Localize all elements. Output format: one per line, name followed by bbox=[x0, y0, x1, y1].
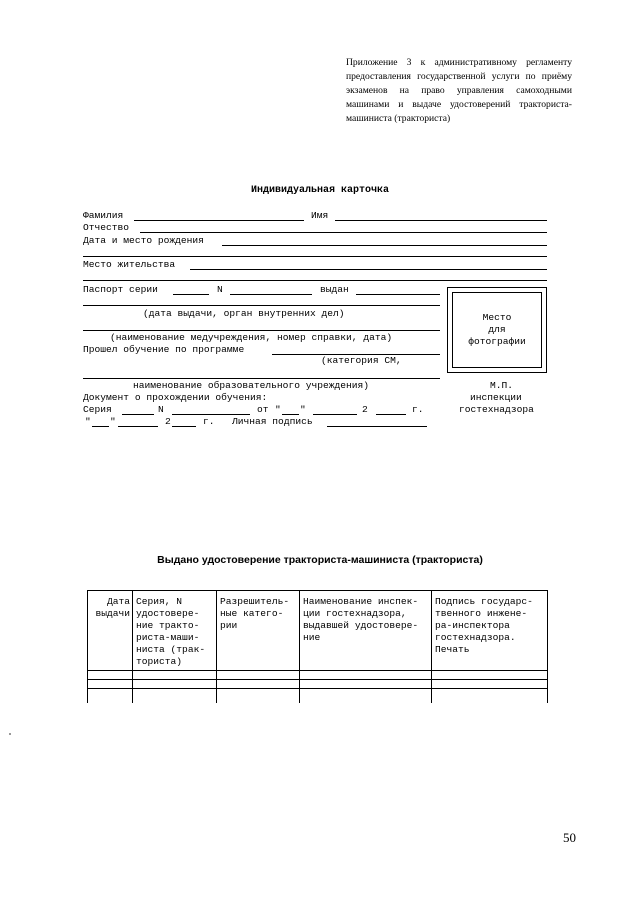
residence-label: Место жительства bbox=[83, 259, 176, 270]
sig-day-line bbox=[92, 426, 109, 427]
table-row bbox=[88, 689, 548, 704]
issued-by-line-2 bbox=[83, 305, 440, 306]
issued-by-label: выдан bbox=[320, 284, 349, 295]
header-text: риста-маши- bbox=[136, 632, 200, 643]
card-title: Индивидуальная карточка bbox=[250, 185, 390, 196]
passport-label: Паспорт серии bbox=[83, 284, 158, 295]
name-label: Имя bbox=[311, 210, 329, 221]
table-cell bbox=[432, 689, 548, 704]
header-text: ние bbox=[303, 632, 321, 643]
table-cell bbox=[217, 680, 300, 689]
header-text: твенного инжене- bbox=[435, 608, 528, 619]
table-cell bbox=[432, 680, 548, 689]
table-cell bbox=[217, 671, 300, 680]
header-text: Печать bbox=[435, 644, 470, 655]
table-cell bbox=[432, 671, 548, 680]
appendix-note: Приложение 3 к административному регламенту предоставления государственной услуги по приёму экзаменов на право управления самоходными машинами и выдаче удостоверений тракториста-машиниста (тракториста) bbox=[346, 57, 572, 124]
doc-day-line bbox=[282, 414, 299, 415]
doc-year-line bbox=[376, 414, 406, 415]
page-number: 50 bbox=[563, 830, 576, 845]
doc-number-line bbox=[172, 414, 250, 415]
doc-series-line bbox=[122, 414, 154, 415]
issue-table bbox=[87, 590, 548, 703]
table-cell bbox=[217, 689, 300, 704]
header-text: Подпись государс- bbox=[435, 596, 533, 607]
header-text: рии bbox=[220, 620, 238, 631]
birth-label: Дата и место рождения bbox=[83, 235, 204, 246]
patronymic-line bbox=[140, 232, 547, 233]
sig-close-quote: " bbox=[110, 416, 116, 427]
doc-series-label: Серия bbox=[83, 404, 112, 415]
signature-label: Личная подпись bbox=[232, 416, 313, 427]
header-text: ные катего- bbox=[220, 608, 284, 619]
doc-close-quote: " bbox=[300, 404, 306, 415]
doc-month-line bbox=[313, 414, 357, 415]
passport-number-label: N bbox=[217, 284, 223, 295]
table-cell bbox=[300, 671, 432, 680]
photo-placeholder bbox=[452, 292, 542, 368]
signature-line bbox=[327, 426, 427, 427]
doc-from-label: от bbox=[257, 404, 269, 415]
column-header-categories bbox=[217, 591, 300, 671]
school-line bbox=[83, 378, 440, 379]
passport-number-line bbox=[230, 294, 312, 295]
doc-number-label: N bbox=[158, 404, 164, 415]
sig-year-line bbox=[172, 426, 196, 427]
medical-line bbox=[83, 330, 440, 331]
issued-by-line bbox=[356, 294, 440, 295]
header-text: ра-инспектора bbox=[435, 620, 510, 631]
stamp-line-3: гостехнадзора bbox=[459, 404, 534, 415]
scan-speck bbox=[9, 733, 11, 735]
name-line bbox=[335, 220, 547, 221]
stamp-line-2: инспекции bbox=[470, 392, 522, 403]
table-header-row bbox=[88, 591, 548, 671]
category-caption: (категория СМ, bbox=[321, 355, 402, 366]
residence-line-2 bbox=[83, 280, 547, 281]
header-text: ториста) bbox=[136, 656, 183, 667]
doc-label: Документ о прохождении обучения: bbox=[83, 392, 268, 403]
patronymic-label: Отчество bbox=[83, 222, 130, 233]
table-row bbox=[88, 671, 548, 680]
sig-month-line bbox=[118, 426, 158, 427]
sig-year-prefix: 2 bbox=[165, 416, 171, 427]
table-row bbox=[88, 680, 548, 689]
header-text: ниста (трак- bbox=[136, 644, 206, 655]
surname-label: Фамилия bbox=[83, 210, 124, 221]
table-cell bbox=[133, 680, 217, 689]
table-cell bbox=[133, 671, 217, 680]
school-caption: наименование образовательного учреждения) bbox=[133, 380, 370, 391]
table-cell bbox=[300, 689, 432, 704]
column-header-series bbox=[133, 591, 217, 671]
table-cell bbox=[133, 689, 217, 704]
column-header-date bbox=[88, 591, 133, 671]
residence-line bbox=[190, 269, 547, 270]
stamp-line-1: М.П. bbox=[490, 380, 514, 391]
photo-line-3: фотографии bbox=[468, 336, 526, 347]
header-text: Дата bbox=[106, 596, 130, 607]
training-label: Прошел обучение по программе bbox=[83, 344, 245, 355]
header-text: удостовере- bbox=[136, 608, 200, 619]
photo-line-1: Место bbox=[482, 312, 512, 323]
sig-open-quote: " bbox=[85, 416, 91, 427]
column-header-signature bbox=[432, 591, 548, 671]
header-text: ции гостехнадзора, bbox=[303, 608, 407, 619]
surname-line bbox=[134, 220, 304, 221]
sig-year-suffix: г. bbox=[203, 416, 215, 427]
table-cell bbox=[88, 680, 133, 689]
photo-box bbox=[447, 287, 547, 373]
header-text: выдачи bbox=[95, 608, 130, 619]
birth-line-2 bbox=[83, 256, 547, 257]
table-cell bbox=[88, 671, 133, 680]
doc-open-quote: " bbox=[275, 404, 281, 415]
table-cell bbox=[300, 680, 432, 689]
header-text: выдавшей удостовере- bbox=[303, 620, 419, 631]
header-text: Разрешитель- bbox=[220, 596, 290, 607]
column-header-inspection bbox=[300, 591, 432, 671]
issued-title: Выдано удостоверение тракториста-машиниста (тракториста) bbox=[157, 554, 483, 566]
header-text: Наименование инспек- bbox=[303, 596, 419, 607]
passport-series-line bbox=[173, 294, 209, 295]
header-text: Серия, N bbox=[136, 596, 183, 607]
birth-line bbox=[222, 245, 547, 246]
doc-year-prefix: 2 bbox=[362, 404, 368, 415]
issue-date-caption: (дата выдачи, орган внутренних дел) bbox=[143, 308, 345, 319]
header-text: ние тракто- bbox=[136, 620, 200, 631]
table-cell bbox=[88, 689, 133, 704]
photo-line-2: для bbox=[488, 324, 506, 335]
header-text: гостехнадзора. bbox=[435, 632, 516, 643]
doc-year-suffix: г. bbox=[412, 404, 424, 415]
medical-caption: (наименование медучреждения, номер справки, дата) bbox=[110, 332, 393, 343]
